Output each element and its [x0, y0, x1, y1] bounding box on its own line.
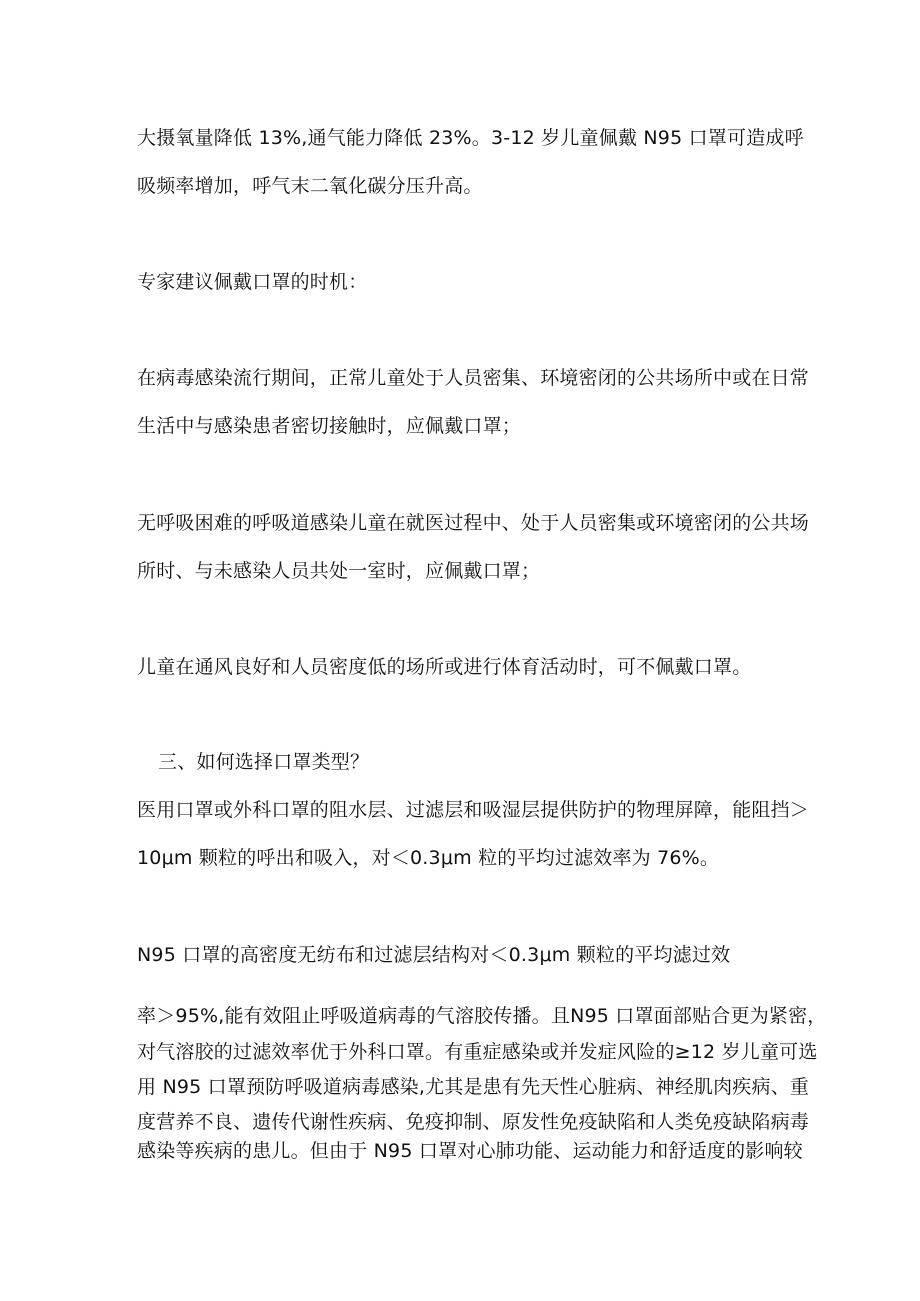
text-line: 10μm 颗粒的呼出和吸入，对＜0.3μm 粒的平均过滤效率为 76%。: [137, 847, 720, 869]
text-line: 无呼吸困难的呼吸道感染儿童在就医过程中、处于人员密集或环境密闭的公共场: [137, 512, 810, 534]
text-line: 医用口罩或外科口罩的阻水层、过滤层和吸湿层提供防护的物理屏障，能阻挡＞: [137, 799, 810, 821]
section-lead: 专家建议佩戴口罩的时机：: [137, 271, 368, 293]
text-line: 儿童在通风良好和人员密度低的场所或进行体育活动时，可不佩戴口罩。: [137, 656, 752, 678]
text-line: 所时、与未感染人员共处一室时，应佩戴口罩；: [137, 560, 541, 582]
text-line: 感染等疾病的患儿。但由于 N95 口罩对心肺功能、运动能力和舒适度的影响较: [137, 1140, 803, 1162]
text-line: 生活中与感染患者密切接触时，应佩戴口罩；: [137, 415, 522, 437]
text-line: 率＞95%,能有效阻止呼吸道病毒的气溶胶传播。且N95 口罩面部贴合更为紧密，: [137, 1005, 827, 1027]
text-line: 度营养不良、遗传代谢性疾病、免疫抑制、原发性免疫缺陷和人类免疫缺陷病毒: [137, 1111, 810, 1133]
text-line: 对气溶胶的过滤效率优于外科口罩。有重症感染或并发症风险的≥12 岁儿童可选: [137, 1041, 818, 1063]
section-heading: 三、如何选择口罩类型？: [158, 751, 370, 773]
text-line: 用 N95 口罩预防呼吸道病毒感染,尤其是患有先天性心脏病、神经肌肉疾病、重: [137, 1076, 810, 1098]
text-line: 吸频率增加，呼气末二氧化碳分压升高。: [137, 175, 483, 197]
text-line: N95 口罩的高密度无纺布和过滤层结构对＜0.3μm 颗粒的平均滤过效: [137, 944, 731, 966]
text-line: 大摄氧量降低 13%,通气能力降低 23%。3-12 岁儿童佩戴 N95 口罩可造成呼: [137, 127, 804, 149]
text-line: 在病毒感染流行期间，正常儿童处于人员密集、环境密闭的公共场所中或在日常: [137, 367, 810, 389]
